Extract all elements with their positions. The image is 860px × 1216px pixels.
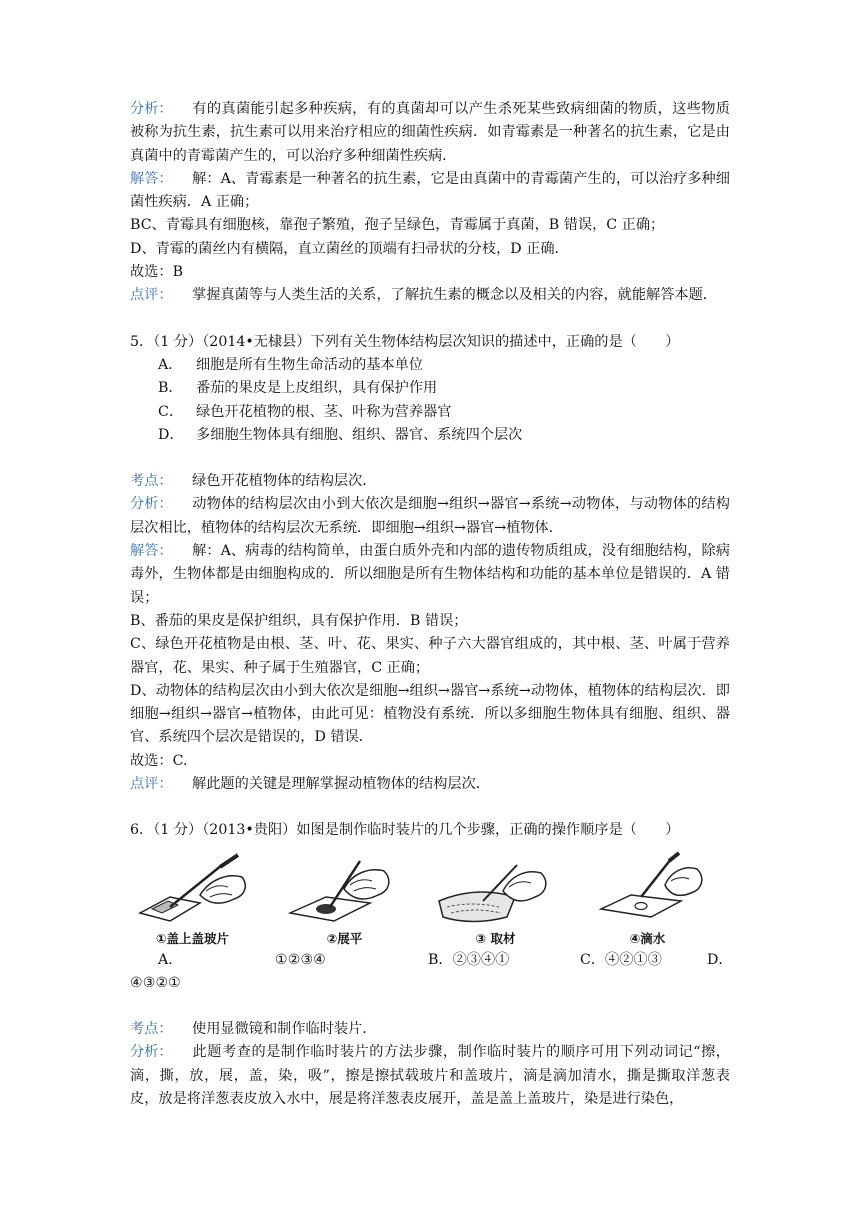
q5-analysis [130, 493, 730, 540]
figure-caption: ③ 取材 [475, 930, 516, 946]
figure-caption: ②展平 [326, 930, 363, 946]
figure-drip-water [585, 851, 710, 947]
point-label: 考点： [130, 1020, 173, 1037]
option-letter: C． [158, 403, 184, 420]
q5-option-b [130, 377, 730, 400]
analysis-label: 分析： [130, 1044, 173, 1061]
document-page [130, 98, 733, 1111]
figure-take-material [433, 851, 558, 947]
q5-answer [130, 540, 730, 610]
answer-line: BC、青霉具有细胞核，靠孢子繁殖，孢子呈绿色，青霉属于真菌，B 错误，C 正确； [130, 217, 665, 234]
point-text: 绿色开花植物体的结构层次． [192, 473, 377, 490]
q6-figure-row [130, 851, 730, 947]
choice-d-text: ④③②① [130, 974, 181, 991]
choice-c: C．④②①③ [580, 951, 662, 968]
comment-label: 点评： [130, 287, 173, 304]
comment-text: 解此题的关键是理解掌握动植物体的结构层次． [192, 776, 490, 793]
answer-line: 故选：C. [130, 752, 188, 769]
q6-analysis [130, 1041, 730, 1111]
option-text: 番茄的果皮是上皮组织，具有保护作用 [196, 380, 438, 397]
q6-choices [130, 949, 733, 972]
q6-stem: 6．（1 分）（2013•贵阳）如图是制作临时装片的几个步骤，正确的操作顺序是（ ） [130, 822, 680, 839]
q5-option-d [130, 424, 730, 447]
option-letter: D． [158, 426, 184, 443]
figure-cover-slip [130, 851, 255, 947]
option-text: 多细胞生物体具有细胞、组织、器官、系统四个层次 [196, 426, 523, 443]
analysis-text: 动物体的结构层次由小到大依次是细胞→组织→器官→系统→动物体，与动物体的结构层次相比，植物体的结构层次无系统．即细胞→组织→器官→植物体． [130, 496, 730, 536]
cover-slip-illustration-icon [130, 851, 255, 929]
analysis-text: 此题考查的是制作临时装片的方法步骤，制作临时装片的顺序可用下列动词记“擦，滴，撕，放，展，盖，染，吸”，擦是擦拭载玻片和盖玻片，滴是滴加清水，撕是撕取洋葱表皮，放是将洋葱表皮放入水中，展是将洋葱表皮展开，盖是盖上盖玻片，染是进行染色， [130, 1044, 730, 1107]
take-material-illustration-icon [433, 851, 558, 929]
option-letter: B． [158, 380, 183, 397]
q5-option-c [130, 401, 730, 424]
comment-text: 掌握真菌等与人类生活的关系，了解抗生素的概念以及相关的内容，就能解答本题． [192, 287, 717, 304]
choice-b: B．②③④① [428, 951, 510, 968]
q5-stem: 5．（1 分）（2014•无棣县）下列有关生物体结构层次知识的描述中，正确的是（ ） [130, 333, 680, 350]
analysis-text: 有的真菌能引起多种疾病，有的真菌却可以产生杀死某些致病细菌的物质，这些物质被称为抗生素，抗生素可以用来治疗相应的细菌性疾病．如青霉素是一种著名的抗生素，它是由真菌中的青霉菌产生的，可以治疗多种细菌性疾病． [130, 101, 730, 164]
q5-point [130, 470, 730, 493]
option-letter: A． [158, 356, 183, 373]
figure-spread-flat [282, 851, 407, 947]
answer-line: 故选：B [130, 264, 183, 281]
q6-point [130, 1018, 730, 1041]
choice-d-letter: D． [707, 951, 733, 968]
answer-line: C、绿色开花植物是由根、茎、叶、花、果实、种子六大器官组成的，其中根、茎、叶属于营养器官，花、果实、种子属于生殖器官，C 正确； [130, 636, 730, 676]
q4-analysis [130, 98, 730, 168]
spread-flat-illustration-icon [282, 851, 407, 929]
q4-comment [130, 284, 730, 307]
answer-line: D、青霉的菌丝内有横隔，直立菌丝的顶端有扫帚状的分枝，D 正确． [130, 240, 569, 257]
analysis-label: 分析： [130, 496, 173, 513]
figure-caption: ①盖上盖玻片 [155, 930, 230, 946]
comment-label: 点评： [130, 776, 173, 793]
q5-option-a [130, 354, 730, 377]
analysis-label: 分析： [130, 101, 173, 117]
answer-label: 解答： [130, 543, 173, 560]
answer-line: D、动物体的结构层次由小到大依次是细胞→组织→器官→系统→动物体，植物体的结构层次．即细胞→组织→器官→植物体，由此可见：植物没有系统．所以多细胞生物体具有细胞、组织、器官、系统四个层次是错误的，D 错误． [130, 682, 730, 746]
answer-line: B、番茄的果皮是保护组织，具有保护作用．B 错误； [130, 612, 468, 629]
choice-a-text: ①②③④ [275, 951, 326, 968]
point-text: 使用显微镜和制作临时装片． [192, 1020, 377, 1037]
option-text: 绿色开花植物的根、茎、叶称为营养器官 [196, 403, 452, 420]
option-text: 细胞是所有生物生命活动的基本单位 [196, 356, 424, 373]
answer-line: 解：A、青霉素是一种著名的抗生素，它是由真菌中的青霉菌产生的，可以治疗多种细菌性疾病．A 正确； [130, 170, 730, 211]
point-label: 考点： [130, 473, 173, 490]
answer-line: 解：A、病毒的结构简单，由蛋白质外壳和内部的遗传物质组成，没有细胞结构，除病毒外，生物体都是由细胞构成的．所以细胞是所有生物体结构和功能的基本单位是错误的．A 错误； [130, 543, 730, 606]
answer-label: 解答： [130, 170, 173, 187]
q4-answer [130, 168, 730, 215]
figure-caption: ④滴水 [629, 930, 666, 946]
drip-water-illustration-icon [585, 851, 710, 929]
q5-comment [130, 773, 730, 796]
choice-a-letter: A． [158, 951, 183, 968]
